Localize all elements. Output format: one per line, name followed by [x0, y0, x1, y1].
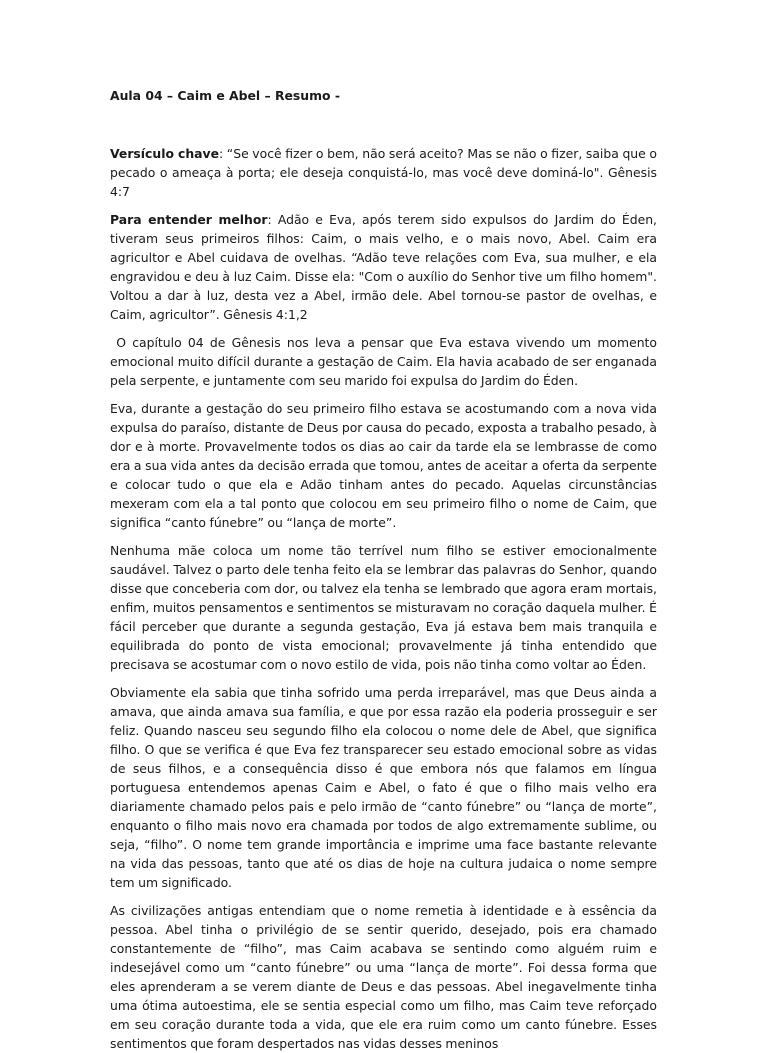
document-title: Aula 04 – Caim e Abel – Resumo - [110, 88, 340, 103]
key-verse-text: : “Se você fizer o bem, não será aceito? Mas se não o fizer, saiba que o pecado o ameaça à porta; ele deseja conquistá-lo, mas você deve dominá-lo". Gênesis 4:7 [110, 146, 657, 199]
key-verse-label: Versículo chave [110, 146, 219, 161]
document-page [110, 87, 661, 1053]
body-paragraph-2: Eva, durante a gestação do seu primeiro filho estava se acostumando com a nova vida expulsa do paraíso, distante de Deus por causa do pecado, exposta a trabalho pesado, à dor e à morte. Provavelmente todos os dias ao cair da tarde ela se lembrasse de como era a sua vida antes da decisão errada que tomou, antes de aceitar a oferta da serpente e colocar tudo o que ela e Adão tinham antes do pecado. Aquelas circunstâncias mexeram com ela a tal ponto que colocou em seu primeiro filho o nome de Caim, que significa “canto fúnebre” ou “lança de morte”. [110, 401, 657, 530]
understand-label: Para entender melhor [110, 212, 268, 227]
understand-paragraph [110, 210, 657, 324]
body-paragraph-1: O capítulo 04 de Gênesis nos leva a pensar que Eva estava vivendo um momento emocional muito difícil durante a gestação de Caim. Ela havia acabado de ser enganada pela serpente, e juntamente com seu marido foi expulsa do Jardim do Éden. [110, 335, 661, 388]
body-paragraph-4: Obviamente ela sabia que tinha sofrido uma perda irreparável, mas que Deus ainda a amava, que ainda amava sua família, e que por essa razão ela poderia prosseguir e ser feliz. Quando nasceu seu segundo filho ela colocou o nome dele de Abel, que significa filho. O que se verifica é que Eva fez transparecer seu estado emocional sobre as vidas de seus filhos, e a consequência disso é que embora nós que falamos em língua portuguesa entendemos apenas Caim e Abel, o fato é que o filho mais velho era diariamente chamado pelos pais e pelo irmão de “canto fúnebre” ou “lança de morte”, enquanto o filho mais novo era chamada por todos de algo extremamente sublime, ou seja, “filho”. O nome tem grande importância e imprime uma face bastante relevante na vida das pessoas, tanto que até os dias de hoje na cultura judaica o nome sempre tem um significado. [110, 685, 657, 890]
body-paragraph-5: As civilizações antigas entendiam que o nome remetia à identidade e à essência da pessoa. Abel tinha o privilégio de se sentir querido, desejado, pois era chamado constantemente de “filho”, mas Caim acabava se sentindo como alguém ruim e indesejável como um “canto fúnebre” ou uma “lança de morte”. Foi dessa forma que eles aprenderam a se verem diante de Deus e das pessoas. Abel inegavelmente tinha uma ótima autoestima, ele se sentia especial como um filho, mas Caim teve reforçado em seu coração durante toda a vida, que ele era ruim como um canto fúnebre. Esses sentimentos que foram despertados nas vidas desses meninos [110, 903, 657, 1051]
understand-text: : Adão e Eva, após terem sido expulsos do Jardim do Éden, tiveram seus primeiros filhos: Caim, o mais velho, e o mais novo, Abel. Caim era agricultor e Abel cuidava de ovelhas. “Adão teve relações com Eva, sua mulher, e ela engravidou e deu à luz Caim. Disse ela: "Com o auxílio do Senhor tive um filho homem". Voltou a dar à luz, desta vez a Abel, irmão dele. Abel tornou-se pastor de ovelhas, e Caim, agricultor”. Gênesis 4:1,2 [110, 212, 657, 322]
key-verse-paragraph [110, 144, 657, 201]
body-paragraph-3: Nenhuma mãe coloca um nome tão terrível num filho se estiver emocionalmente saudável. Talvez o parto dele tenha feito ela se lembrar das palavras do Senhor, quando disse que conceberia com dor, ou talvez ela tenha se lembrado que agora eram mortais, enfim, muitos pensamentos e sentimentos se misturavam no coração daquela mulher. É fácil perceber que durante a segunda gestação, Eva já estava bem mais tranquila e equilibrada do ponto de vista emocional; provavelmente já tinha entendido que precisava se acostumar com o novo estilo de vida, pois não tinha como voltar ao Éden. [110, 543, 657, 672]
